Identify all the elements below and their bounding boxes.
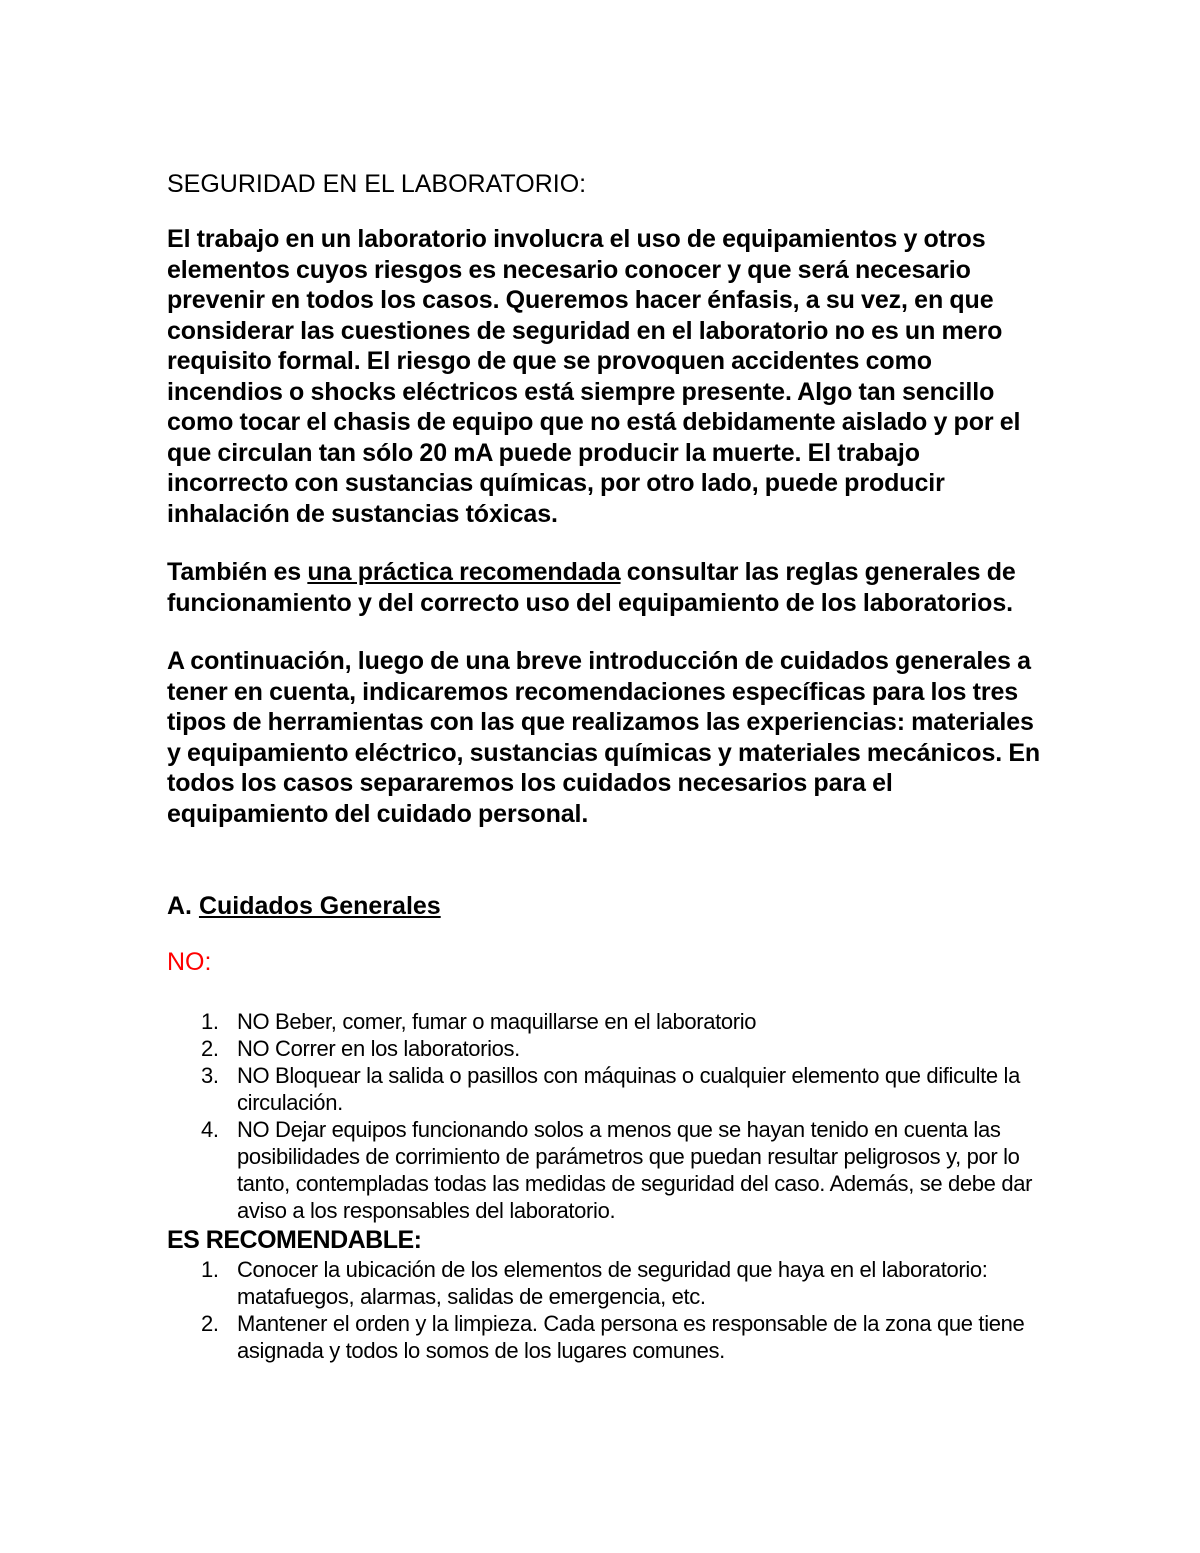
list-item-number: 2. <box>201 1036 219 1061</box>
section-title: Cuidados Generales <box>198 892 441 920</box>
list-item-text: Mantener el orden y la limpieza. Cada persona es responsable de la zona que tiene asignada y todos lo somos de los lugares comunes. <box>237 1311 1025 1363</box>
recommended-label: ES RECOMENDABLE: <box>167 1226 422 1254</box>
list-item <box>167 1116 1047 1224</box>
list-item <box>167 1062 1047 1116</box>
intro-paragraph: El trabajo en un laboratorio involucra el uso de equipamientos y otros elementos cuyos riesgos es necesario conocer y que será necesario prevenir en todos los casos. Queremos hacer énfasis, a su vez, en que considerar las cuestiones de seguridad en el laboratorio no es un mero requisito formal. El riesgo de que se provoquen accidentes como incendios o shocks eléctricos está siempre presente. Algo tan sencillo como tocar el chasis de equipo que no está debidamente aislado y por el que circulan tan sólo 20 mA puede producir la muerte. El trabajo incorrecto con sustancias químicas, por otro lado, puede producir inhalación de sustancias tóxicas. <box>167 225 1021 528</box>
list-item <box>167 1310 1047 1364</box>
list-item-text: NO Dejar equipos funcionando solos a menos que se hayan tenido en cuenta las posibilidades de corrimiento de parámetros que puedan resultar peligrosos y, por lo tanto, contempladas todas las medidas de seguridad del caso. Además, se debe dar aviso a los responsables del laboratorio. <box>237 1117 1033 1223</box>
list-item-number: 2. <box>201 1311 219 1336</box>
section-heading <box>167 890 1047 922</box>
no-list <box>167 1008 1047 1224</box>
list-item-text: NO Correr en los laboratorios. <box>237 1036 520 1061</box>
list-item <box>167 1008 1047 1035</box>
recommended-list <box>167 1256 1047 1364</box>
list-item-number: 3. <box>201 1063 219 1088</box>
recommendation-underlined-text: una práctica recomendada <box>307 558 621 586</box>
list-item <box>167 1035 1047 1062</box>
recommendation-text-before: También es <box>167 558 308 586</box>
list-item-number: 1. <box>201 1257 219 1282</box>
list-item-text: NO Bloquear la salida o pasillos con máquinas o cualquier elemento que dificulte la circulación. <box>237 1063 1020 1115</box>
recommendation-text-after: consultar las reglas generales de funcionamiento y del correcto uso del equipamiento de los laboratorios. <box>167 558 1016 617</box>
list-item-text: Conocer la ubicación de los elementos de seguridad que haya en el laboratorio: matafuegos, alarmas, salidas de emergencia, etc. <box>237 1257 988 1309</box>
document-page <box>167 166 1047 1364</box>
list-item-text: NO Beber, comer, fumar o maquillarse en el laboratorio <box>237 1009 757 1034</box>
list-item-number: 1. <box>201 1009 219 1034</box>
continuation-paragraph: A continuación, luego de una breve introducción de cuidados generales a tener en cuenta, indicaremos recomendaciones específicas para los tres tipos de herramientas con las que realizamos las experiencias: materiales y equipamiento eléctrico, sustancias químicas y materiales mecánicos. En todos los casos separaremos los cuidados necesarios para el equipamiento del cuidado personal. <box>167 647 1041 828</box>
list-item <box>167 1256 1047 1310</box>
list-item-number: 4. <box>201 1117 219 1142</box>
document-title: SEGURIDAD EN EL LABORATORIO: <box>167 170 587 198</box>
no-label: NO: <box>167 948 212 976</box>
recommendation-paragraph <box>167 557 1047 618</box>
section-prefix: A. <box>167 892 199 920</box>
